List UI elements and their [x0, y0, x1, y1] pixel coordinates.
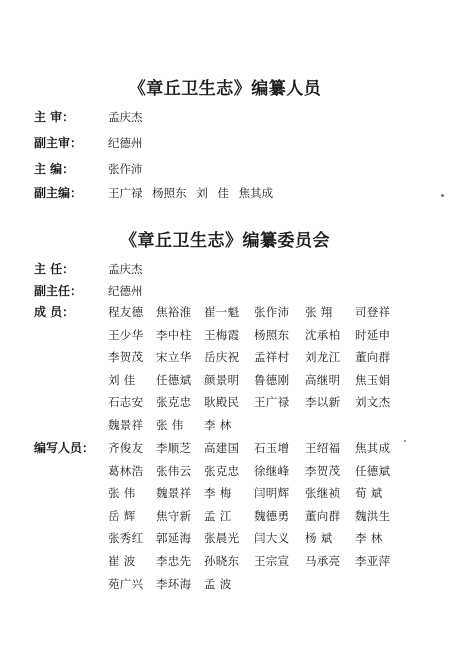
deputy-editors-label: 副主编： — [34, 186, 83, 200]
member-name: 李 林 — [204, 417, 232, 432]
member-name: 颜景明 — [204, 372, 240, 387]
writer-name: 葛林浩 — [108, 463, 144, 478]
member-name: 王梅霞 — [204, 327, 240, 342]
members-row — [108, 391, 444, 414]
writer-name: 荀 斌 — [355, 486, 383, 501]
member-name: 董向群 — [355, 350, 391, 365]
writer-name: 焦守新 — [156, 508, 192, 523]
chief-editor-label: 主 编： — [34, 162, 75, 176]
writers-grid — [108, 437, 444, 595]
print-speck — [404, 440, 406, 442]
member-name: 耿殿民 — [204, 395, 240, 410]
member-name: 刘龙江 — [305, 350, 341, 365]
member-name: 李贺茂 — [108, 350, 144, 365]
writer-name: 任德斌 — [355, 463, 391, 478]
deputy-reviewer-label: 副主审： — [34, 136, 83, 150]
members-row — [108, 369, 444, 392]
writers-row — [108, 482, 444, 505]
members-row — [108, 301, 444, 324]
writer-name: 孟 波 — [204, 576, 232, 591]
member-name: 鲁德刚 — [254, 372, 290, 387]
writer-name: 魏景祥 — [156, 486, 192, 501]
member-name: 王广禄 — [254, 395, 290, 410]
writer-name: 张伟云 — [156, 463, 192, 478]
writer-name: 孙晓东 — [204, 553, 240, 568]
writer-name: 岳 辉 — [108, 508, 136, 523]
writer-name: 李环海 — [156, 576, 192, 591]
member-name: 张作沛 — [254, 305, 290, 319]
writer-name: 李顺芝 — [156, 441, 192, 455]
members-row — [108, 346, 444, 369]
member-name: 孟祥村 — [254, 350, 290, 365]
writer-name: 孟 江 — [204, 508, 232, 523]
member-name: 时延申 — [355, 327, 391, 342]
member-name: 刘文杰 — [355, 395, 391, 410]
writer-name: 王宗宣 — [254, 553, 290, 568]
member-name: 张 翔 — [305, 305, 333, 319]
committee-title: 《章丘卫生志》编纂委员会 — [120, 231, 330, 251]
writers-row — [108, 573, 444, 596]
writer-name: 苑广兴 — [108, 576, 144, 591]
writer-name: 杨 斌 — [305, 531, 333, 546]
writer-name: 李 林 — [355, 531, 383, 546]
writer-name: 马承亮 — [305, 553, 341, 568]
writer-name: 闫明辉 — [254, 486, 290, 501]
member-name: 程友德 — [108, 305, 144, 319]
writers-row — [108, 437, 444, 460]
writers-label: 编写人员： — [34, 441, 95, 455]
member-name: 刘 佳 — [108, 372, 136, 387]
member-name: 岳庆祝 — [204, 350, 240, 365]
writer-name: 李亚萍 — [355, 553, 391, 568]
writer-name: 张克忠 — [204, 463, 240, 478]
member-name: 魏景祥 — [108, 417, 144, 432]
writer-name: 李忠先 — [156, 553, 192, 568]
writer-name: 崔 波 — [108, 553, 136, 568]
writers-row — [108, 505, 444, 528]
writer-name: 李贺茂 — [305, 463, 341, 478]
writer-name: 李 梅 — [204, 486, 232, 501]
writers-row — [108, 550, 444, 573]
member-name: 焦裕淮 — [156, 305, 192, 319]
member-name: 杨照东 — [254, 327, 290, 342]
members-row — [108, 324, 444, 347]
deputy-director-name: 纪德州 — [108, 284, 143, 298]
member-name: 任德斌 — [156, 372, 192, 387]
writer-name: 高建国 — [204, 441, 240, 455]
writer-name: 王绍福 — [305, 441, 341, 455]
member-name: 李中柱 — [156, 327, 192, 342]
writer-name: 张继祯 — [305, 486, 341, 501]
member-name: 张 伟 — [156, 417, 184, 432]
writer-name: 魏洪生 — [355, 508, 391, 523]
writer-name: 徐继峰 — [254, 463, 290, 478]
member-name: 焦玉娟 — [355, 372, 391, 387]
chief-reviewer-name: 孟庆杰 — [108, 110, 143, 124]
writer-name: 石玉增 — [254, 441, 290, 455]
member-name: 高继明 — [305, 372, 341, 387]
chief-reviewer-label: 主 审： — [34, 110, 75, 124]
member-name: 司登祥 — [355, 305, 391, 319]
writer-name: 魏德勇 — [254, 508, 290, 523]
writer-name: 闫大义 — [254, 531, 290, 546]
deputy-reviewer-name: 纪德州 — [108, 136, 143, 150]
director-label: 主 任： — [34, 262, 75, 276]
staff-title: 《章丘卫生志》编纂人员 — [128, 79, 322, 99]
writers-row — [108, 460, 444, 483]
writers-row — [108, 527, 444, 550]
member-name: 李以新 — [305, 395, 341, 410]
writer-name: 齐俊友 — [108, 441, 144, 455]
deputy-director-label: 副主任： — [34, 284, 83, 298]
chief-editor-name: 张作沛 — [108, 162, 143, 176]
members-row — [108, 414, 444, 437]
writer-name: 董向群 — [305, 508, 341, 523]
writer-name: 张秀红 — [108, 531, 144, 546]
members-grid — [108, 301, 444, 437]
writer-name: 张 伟 — [108, 486, 136, 501]
director-name: 孟庆杰 — [108, 262, 143, 276]
member-name: 宋立华 — [156, 350, 192, 365]
member-name: 沈承柏 — [305, 327, 341, 342]
writer-name: 郭延海 — [156, 531, 192, 546]
writer-name: 焦其成 — [355, 441, 391, 455]
member-name: 崔一魁 — [204, 305, 240, 319]
member-name: 石志安 — [108, 395, 144, 410]
member-name: 张克忠 — [156, 395, 192, 410]
writer-name: 张晨光 — [204, 531, 240, 546]
members-label: 成 员： — [34, 305, 75, 319]
print-speck — [441, 194, 444, 197]
member-name: 王少华 — [108, 327, 144, 342]
deputy-editors-names: 王广禄 杨照东 刘 佳 焦其成 — [108, 186, 274, 200]
